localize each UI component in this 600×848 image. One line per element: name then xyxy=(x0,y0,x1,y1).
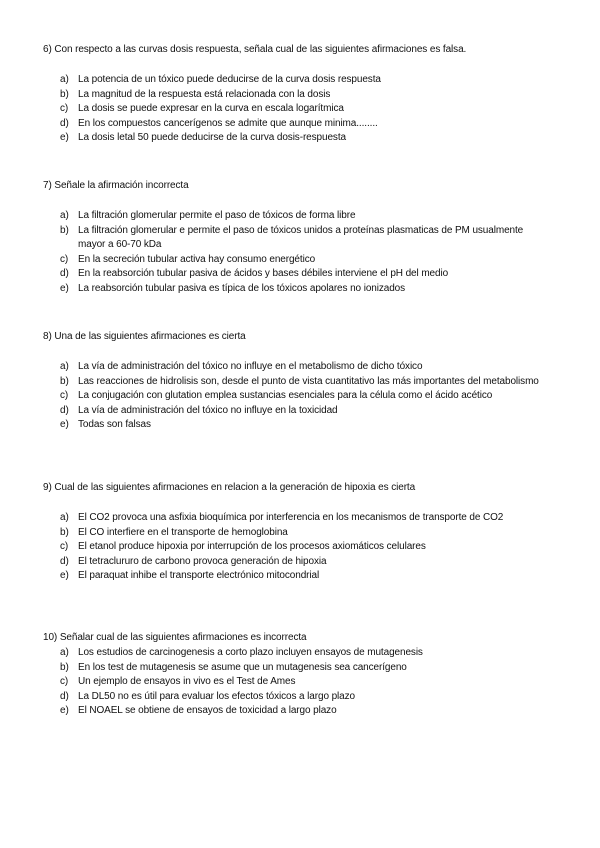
option-list xyxy=(43,360,553,433)
question-title: 7) Señale la afirmación incorrecta xyxy=(43,180,189,191)
option-d xyxy=(43,117,553,132)
option-letter: d) xyxy=(60,117,69,129)
option-e xyxy=(43,704,553,719)
option-letter: e) xyxy=(60,282,69,294)
option-b xyxy=(43,224,553,253)
option-d xyxy=(43,690,553,705)
option-c xyxy=(43,675,553,690)
option-text: Los estudios de carcinogenesis a corto plazo incluyen ensayos de mutagenesis xyxy=(78,647,423,658)
option-text: El etanol produce hipoxia por interrupción de los procesos axiomáticos celulares xyxy=(78,541,426,552)
option-text: La dosis letal 50 puede deducirse de la curva dosis-respuesta xyxy=(78,132,346,143)
option-e xyxy=(43,131,553,146)
option-text: En la reabsorción tubular pasiva de ácidos y bases débiles interviene el pH del medio xyxy=(78,268,449,279)
question-title: 8) Una de las siguientes afirmaciones es cierta xyxy=(43,331,246,342)
option-letter: b) xyxy=(60,661,69,673)
option-text: El paraquat inhibe el transporte electrónico mitocondrial xyxy=(78,570,320,581)
option-text: En los compuestos cancerígenos se admite que aunque minima........ xyxy=(78,117,378,129)
question-9 xyxy=(43,481,553,584)
question-6 xyxy=(43,43,553,146)
option-letter: c) xyxy=(60,253,69,265)
option-letter: b) xyxy=(60,375,69,387)
option-text: Las reacciones de hidrolisis son, desde el punto de vista cuantitativo las más importantes del metabolismo xyxy=(78,375,539,387)
option-text: La potencia de un tóxico puede deducirse de la curva dosis respuesta xyxy=(78,74,381,85)
option-letter: c) xyxy=(60,390,69,401)
option-letter: a) xyxy=(60,74,69,85)
option-c xyxy=(43,389,553,404)
option-list xyxy=(43,646,553,719)
option-text: La filtración glomerular e permite el paso de tóxicos unidos a proteínas plasmaticas de PM usualmente mayor a 60-70 kDa xyxy=(78,224,524,250)
option-list xyxy=(43,73,553,146)
option-letter: e) xyxy=(60,570,69,581)
option-b xyxy=(43,661,553,676)
option-letter: c) xyxy=(60,103,69,114)
question-8 xyxy=(43,330,553,433)
option-text: La DL50 no es útil para evaluar los efectos tóxicos a largo plazo xyxy=(78,690,356,702)
option-text: El CO interfiere en el transporte de hemoglobina xyxy=(78,526,288,538)
option-letter: e) xyxy=(60,419,69,430)
question-7 xyxy=(43,179,553,296)
option-e xyxy=(43,418,553,433)
option-letter: e) xyxy=(60,705,69,716)
option-letter: a) xyxy=(60,512,69,523)
option-letter: a) xyxy=(60,210,69,221)
option-a xyxy=(43,73,553,88)
option-text: La magnitud de la respuesta está relacionada con la dosis xyxy=(78,88,331,100)
option-text: Todas son falsas xyxy=(78,419,151,430)
option-text: La reabsorción tubular pasiva es típica de los tóxicos apolares no ionizados xyxy=(78,282,406,294)
option-d xyxy=(43,267,553,282)
option-letter: c) xyxy=(60,676,69,687)
option-text: La dosis se puede expresar en la curva en escala logarítmica xyxy=(78,103,344,114)
option-text: La conjugación con glutation emplea sustancias esenciales para la célula como el ácido acético xyxy=(78,390,493,401)
option-letter: b) xyxy=(60,88,69,100)
option-c xyxy=(43,253,553,268)
option-e xyxy=(43,282,553,297)
option-letter: d) xyxy=(60,404,69,416)
option-text: Un ejemplo de ensayos in vivo es el Test de Ames xyxy=(78,676,296,687)
option-text: El CO2 provoca una asfixia bioquímica por interferencia en los mecanismos de transporte de CO2 xyxy=(78,512,504,523)
option-b xyxy=(43,526,553,541)
option-list xyxy=(43,209,553,296)
option-letter: d) xyxy=(60,268,69,279)
option-letter: b) xyxy=(60,526,69,538)
option-letter: e) xyxy=(60,132,69,143)
question-10 xyxy=(43,631,553,719)
option-a xyxy=(43,360,553,375)
option-a xyxy=(43,511,553,526)
option-text: La filtración glomerular permite el paso de tóxicos de forma libre xyxy=(78,210,356,221)
option-letter: d) xyxy=(60,690,69,702)
option-a xyxy=(43,646,553,661)
option-letter: b) xyxy=(60,224,69,236)
option-letter: c) xyxy=(60,541,69,552)
option-d xyxy=(43,555,553,570)
option-b xyxy=(43,88,553,103)
option-letter: a) xyxy=(60,647,69,658)
option-a xyxy=(43,209,553,224)
option-text: El NOAEL se obtiene de ensayos de toxicidad a largo plazo xyxy=(78,705,337,716)
option-letter: d) xyxy=(60,555,69,567)
option-text: En los test de mutagenesis se asume que un mutagenesis sea cancerígeno xyxy=(78,661,407,673)
option-letter: a) xyxy=(60,361,69,372)
option-list xyxy=(43,511,553,584)
option-text: En la secreción tubular activa hay consumo energético xyxy=(78,253,316,265)
option-b xyxy=(43,375,553,390)
question-title: 9) Cual de las siguientes afirmaciones en relacion a la generación de hipoxia es cierta xyxy=(43,482,416,493)
option-e xyxy=(43,569,553,584)
option-d xyxy=(43,404,553,419)
option-c xyxy=(43,102,553,117)
question-title: 10) Señalar cual de las siguientes afirmaciones es incorrecta xyxy=(43,632,307,643)
option-text: El tetraclururo de carbono provoca generación de hipoxia xyxy=(78,555,327,567)
question-title: 6) Con respecto a las curvas dosis respuesta, señala cual de las siguientes afirmaciones es falsa. xyxy=(43,44,467,55)
option-text: La vía de administración del tóxico no influye en el metabolismo de dicho tóxico xyxy=(78,361,423,372)
option-c xyxy=(43,540,553,555)
option-text: La vía de administración del tóxico no influye en la toxicidad xyxy=(78,404,338,416)
